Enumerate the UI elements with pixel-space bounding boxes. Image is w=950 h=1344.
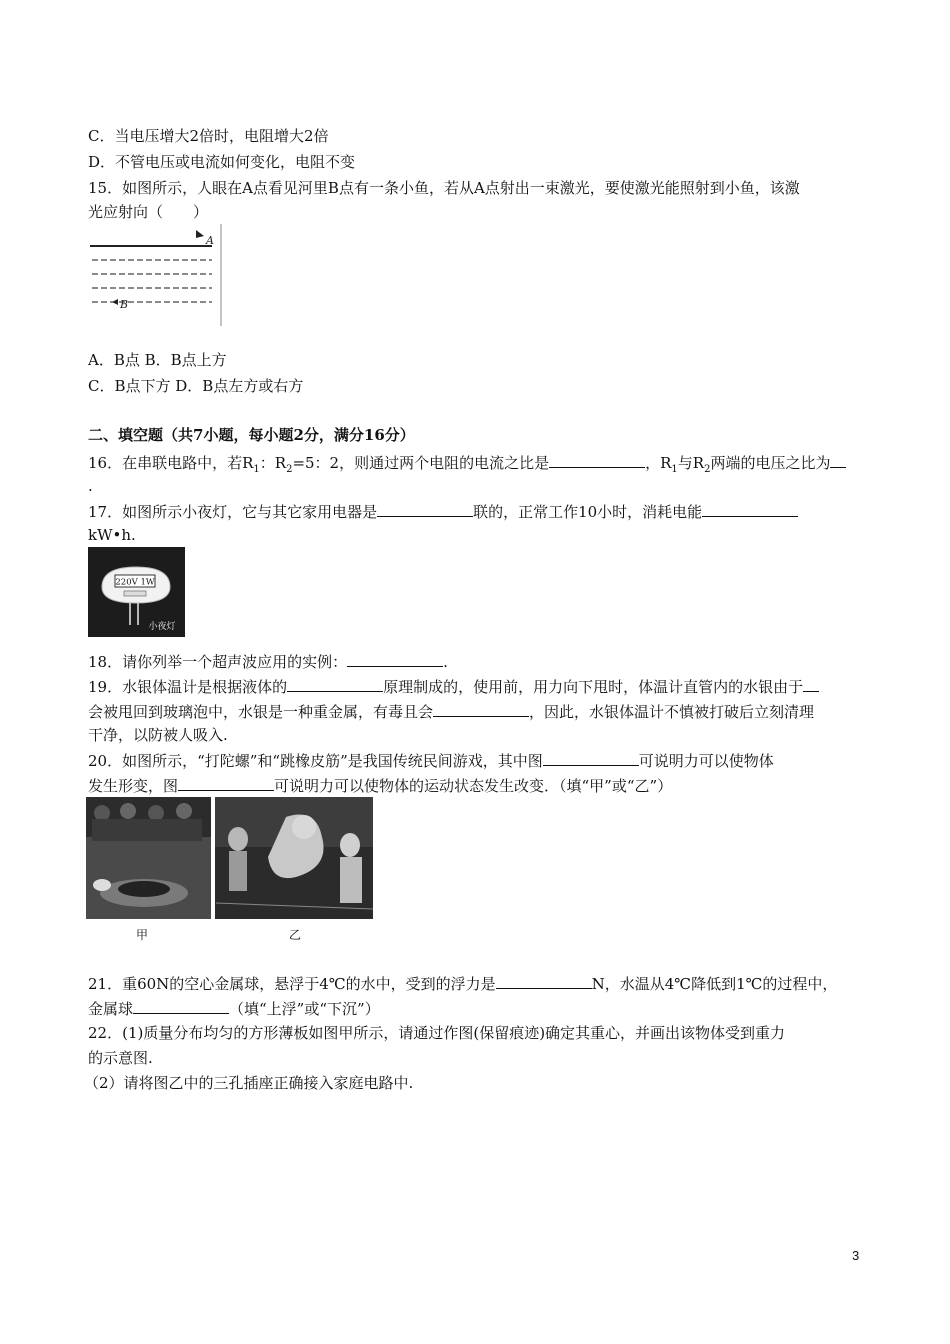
- caption-yi: 乙: [288, 928, 302, 942]
- q20-line2: 发生形变，图 可说明力可以使物体的运动状态发生改变．（填“甲”或“乙”）: [88, 774, 672, 797]
- q19-blank-3[interactable]: [433, 700, 529, 717]
- q15-stem-line1: 15．如图所示，人眼在A点看见河里B点有一条小鱼，若从A点射出一束激光，要使激光能照射到小鱼，该激: [88, 179, 800, 197]
- q21-line2: 金属球 （填“上浮”或“下沉”）: [88, 997, 380, 1020]
- q14-option-c: C．当电压增大2倍时，电阻增大2倍: [88, 127, 329, 145]
- q17-line1: 17．如图所示小夜灯，它与其它家用电器是 联的，正常工作10小时，消耗电能: [88, 500, 798, 523]
- q20-blank-2[interactable]: [178, 774, 274, 791]
- q22-line2: 的示意图.: [88, 1049, 153, 1067]
- q22-line1: 22．(1)质量分布均匀的方形薄板如图甲所示，请通过作图(保留痕迹)确定其重心，并画出该物体受到重力: [88, 1024, 786, 1042]
- q14-option-d: D．不管电压或电流如何变化，电阻不变: [88, 153, 356, 171]
- q18-blank[interactable]: [347, 650, 443, 667]
- page-number: 3: [852, 1248, 860, 1263]
- q20-line1: 20．如图所示，“打陀螺”和“跳橡皮筋”是我国传统民间游戏，其中图 可说明力可以使物体: [88, 749, 774, 772]
- q19-blank-2[interactable]: [803, 675, 819, 692]
- q16-blank-2[interactable]: [830, 451, 846, 468]
- q15-options-ab: A．B点 B．B点上方: [88, 351, 227, 369]
- eye-icon: [196, 230, 204, 238]
- q19-line3: 干净，以防被人吸入.: [88, 726, 228, 744]
- q16-blank-1[interactable]: [549, 451, 645, 468]
- q15-options-cd: C．B点下方 D．B点左方或右方: [88, 377, 304, 395]
- caption-jia: 甲: [135, 928, 149, 942]
- q19-line1: 19．水银体温计是根据液体的 原理制成的，使用前，用力向下甩时，体温计直管内的水银由于: [88, 675, 819, 698]
- lamp-rating: 220V 1W: [115, 577, 155, 588]
- q19-blank-1[interactable]: [287, 675, 383, 692]
- q22-line3: （2）请将图乙中的三孔插座正确接入家庭电路中.: [84, 1074, 414, 1092]
- q21-line1: 21．重60N的空心金属球，悬浮于4℃的水中，受到的浮力是 N，水温从4℃降低到1℃的过程中，: [88, 972, 837, 995]
- q19-line2: 会被甩回到玻璃泡中，水银是一种重金属，有毒且会 ，因此，水银体温计不慎被打破后立刻清理: [88, 700, 814, 723]
- q17-night-lamp-figure: [88, 547, 185, 637]
- point-a-label: A: [206, 234, 214, 247]
- fish-icon: [112, 299, 118, 305]
- q16-line1: 16．在串联电路中，若$R_1$：$R_2=5$：2，则通过两个电阻的电流之比是 ，$R_1$与$R_2$两端的电压之比为: [88, 451, 846, 481]
- q17-blank-2[interactable]: [702, 500, 798, 517]
- q15-figure: [88, 222, 228, 326]
- q16-line2: .: [88, 477, 93, 495]
- q15-stem-line2: 光应射向（ ）: [88, 203, 209, 221]
- lamp-caption: 小夜灯: [148, 622, 176, 632]
- q17-unit: kW•h.: [88, 526, 136, 544]
- q17-blank-1[interactable]: [377, 500, 473, 517]
- q18-line: 18．请你列举一个超声波应用的实例： .: [88, 650, 448, 673]
- q20-games-figure: [86, 797, 379, 947]
- q20-blank-1[interactable]: [543, 749, 639, 766]
- section-heading: 二、填空题（共7小题，每小题2分，满分16分）: [88, 426, 415, 444]
- q21-blank-2[interactable]: [133, 997, 229, 1014]
- q21-blank-1[interactable]: [496, 972, 592, 989]
- point-b-label: B: [120, 298, 129, 311]
